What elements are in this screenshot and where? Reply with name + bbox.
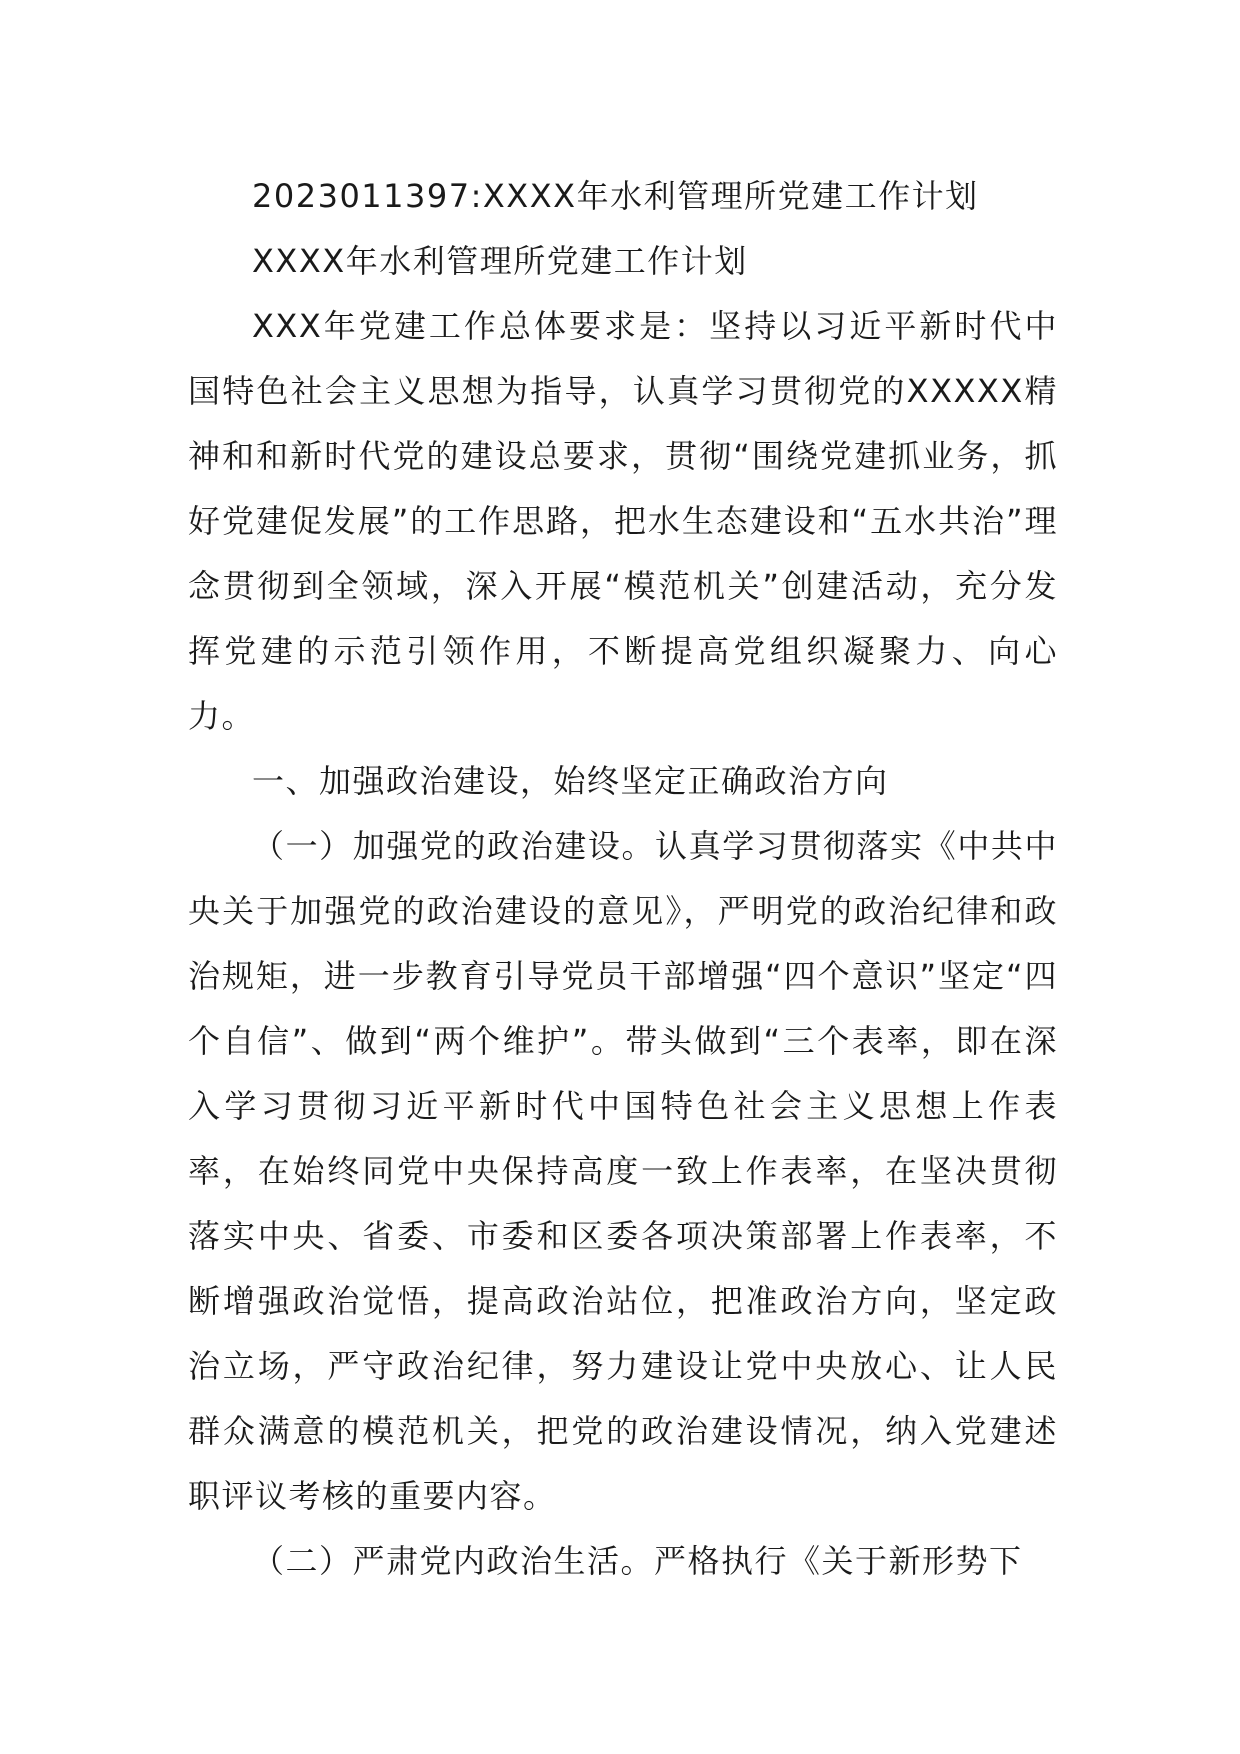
section-heading-1: 一、加强政治建设，始终坚定正确政治方向 (252, 762, 889, 800)
document-title: XXXX年水利管理所党建工作计划 (252, 242, 748, 280)
paragraph-subsection-1: （一）加强党的政治建设。认真学习贯彻落实《中共中央关于加强党的政治建设的意见》，严明党的政治纪律和政治规矩，进一步教育引导党员干部增强“四个意识”坚定“四个自信”、做到“两个维护”。带头做到“三个表率，即在深入学习贯彻习近平新时代中国特色社会主义思想上作表率，在始终同党中央保持高度一致上作表率，在坚决贯彻落实中央、省委、市委和区委各项决策部署上作表率，不断增强政治觉悟，提高政治站位，把准政治方向，坚定政治立场，严守政治纪律，努力建设让党中央放心、让人民群众满意的模范机关，把党的政治建设情况，纳入党建述职评议考核的重要内容。 (188, 827, 1058, 1515)
document-body (188, 164, 1058, 1594)
paragraph-overview: XXX年党建工作总体要求是：坚持以习近平新时代中国特色社会主义思想为指导，认真学习贯彻党的XXXXX精神和和新时代党的建设总要求，贯彻“围绕党建抓业务，抓好党建促发展”的工作思路，把水生态建设和“五水共治”理念贯彻到全领域，深入开展“模范机关”创建活动，充分发挥党建的示范引领作用，不断提高党组织凝聚力、向心力。 (188, 307, 1058, 735)
document-id-title: 2023011397:XXXX年水利管理所党建工作计划 (252, 177, 979, 215)
paragraph-subsection-2: （二）严肃党内政治生活。严格执行《关于新形势下 (252, 1542, 1023, 1580)
